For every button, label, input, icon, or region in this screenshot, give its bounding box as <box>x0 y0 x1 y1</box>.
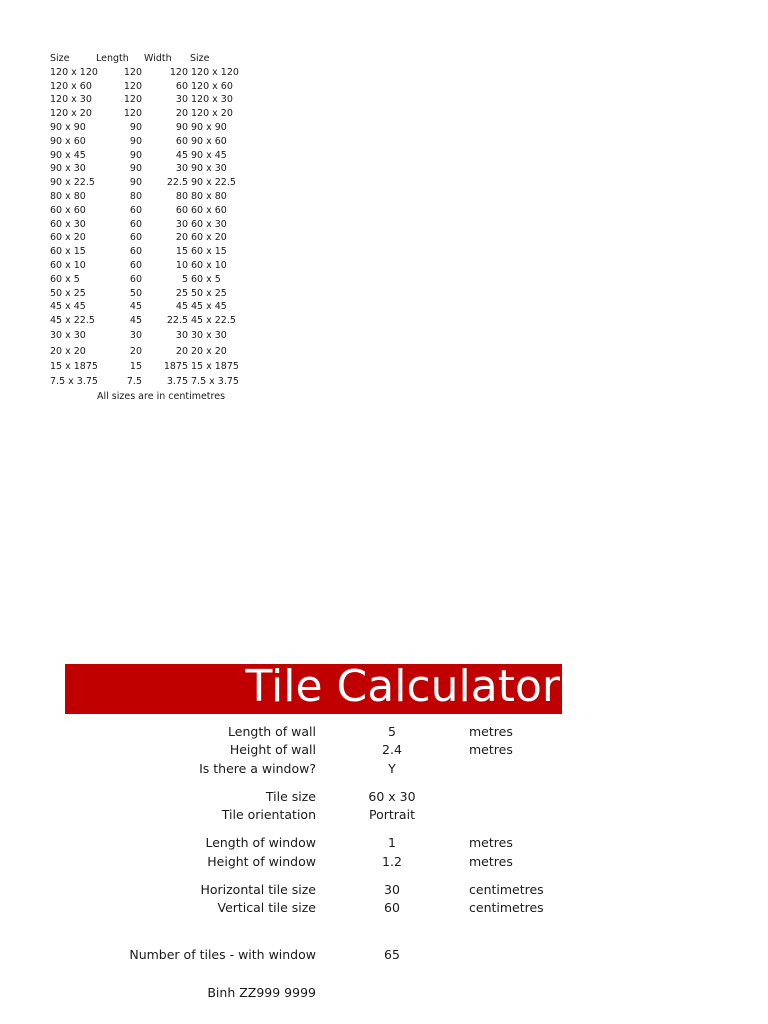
field-value[interactable]: 30 <box>384 882 400 897</box>
cell-length: 30 <box>129 329 142 341</box>
cell-width: 45 <box>175 301 188 313</box>
cell-length: 120 <box>123 108 142 120</box>
field-unit: metres <box>469 854 513 869</box>
cell-width: 22.5 <box>166 315 188 327</box>
cell-length: 90 <box>129 149 142 161</box>
cell-size: 90 x 45 <box>50 149 86 161</box>
calc-row <box>0 946 768 964</box>
cell-width: 30 <box>175 218 188 230</box>
units-note: All sizes are in centimetres <box>97 391 226 402</box>
cell-size-2: 120 x 60 <box>191 80 233 92</box>
cell-width: 60 <box>175 80 188 92</box>
cell-width: 60 <box>175 204 188 216</box>
cell-length: 120 <box>123 80 142 92</box>
field-label: Length of window <box>205 835 316 850</box>
cell-width: 30 <box>175 163 188 175</box>
cell-length: 60 <box>129 259 142 271</box>
cell-length: 60 <box>129 204 142 216</box>
field-value[interactable]: 2.4 <box>382 742 402 757</box>
field-value[interactable]: Portrait <box>369 807 415 822</box>
table-row <box>50 190 250 204</box>
table-header-row <box>50 52 250 66</box>
cell-width: 15 <box>175 246 188 258</box>
calc-row <box>0 834 768 852</box>
cell-size-2: 90 x 90 <box>191 121 227 133</box>
cell-size-2: 120 x 120 <box>191 66 239 78</box>
page-title: Tile Calculator <box>245 664 560 712</box>
cell-size-2: 90 x 45 <box>191 149 227 161</box>
calc-row <box>0 881 768 899</box>
cell-length: 60 <box>129 218 142 230</box>
calc-row <box>0 899 768 917</box>
cell-width: 90 <box>175 121 188 133</box>
table-row <box>50 107 250 121</box>
cell-length: 120 <box>123 66 142 78</box>
cell-size: 120 x 20 <box>50 108 92 120</box>
cell-size: 20 x 20 <box>50 345 86 357</box>
cell-size-2: 90 x 60 <box>191 135 227 147</box>
cell-width: 5 <box>181 273 188 285</box>
cell-size-2: 60 x 60 <box>191 204 227 216</box>
calc-row <box>0 806 768 824</box>
cell-width: 30 <box>175 94 188 106</box>
field-value[interactable]: 60 x 30 <box>368 789 416 804</box>
cell-width: 3.75 <box>166 375 188 387</box>
cell-size-2: 50 x 25 <box>191 287 227 299</box>
calc-row <box>0 760 768 778</box>
cell-length: 20 <box>129 345 142 357</box>
cell-length: 80 <box>129 190 142 202</box>
field-unit: metres <box>469 724 513 739</box>
title-banner <box>65 664 562 714</box>
field-label: Vertical tile size <box>217 900 316 915</box>
cell-size: 90 x 30 <box>50 163 86 175</box>
cell-size: 90 x 60 <box>50 135 86 147</box>
cell-size-2: 90 x 22.5 <box>191 177 236 189</box>
header-width: Width <box>144 53 172 64</box>
field-value[interactable]: 1.2 <box>382 854 402 869</box>
cell-size: 60 x 10 <box>50 259 86 271</box>
footer-row <box>0 984 768 1002</box>
cell-size: 30 x 30 <box>50 329 86 341</box>
calc-row <box>0 723 768 741</box>
cell-width: 30 <box>175 329 188 341</box>
cell-size: 7.5 x 3.75 <box>50 375 98 387</box>
cell-length: 60 <box>129 273 142 285</box>
cell-width: 60 <box>175 135 188 147</box>
table-row <box>50 259 250 273</box>
cell-length: 90 <box>129 177 142 189</box>
cell-length: 15 <box>129 361 142 373</box>
field-unit: centimetres <box>469 882 544 897</box>
field-unit: centimetres <box>469 900 544 915</box>
cell-size-2: 60 x 5 <box>191 273 221 285</box>
cell-size: 120 x 30 <box>50 94 92 106</box>
cell-size: 45 x 45 <box>50 301 86 313</box>
cell-size-2: 20 x 20 <box>191 345 227 357</box>
cell-length: 50 <box>129 287 142 299</box>
table-row <box>50 300 250 314</box>
cell-size: 90 x 90 <box>50 121 86 133</box>
cell-size: 45 x 22.5 <box>50 315 95 327</box>
table-body <box>50 66 250 389</box>
table-row <box>50 121 250 135</box>
field-value[interactable]: 5 <box>388 724 396 739</box>
cell-length: 90 <box>129 121 142 133</box>
cell-width: 20 <box>175 108 188 120</box>
cell-size: 120 x 120 <box>50 66 98 78</box>
field-label: Height of window <box>207 854 316 869</box>
table-row <box>50 245 250 259</box>
cell-width: 1875 <box>163 361 188 373</box>
field-unit: metres <box>469 742 513 757</box>
cell-width: 25 <box>175 287 188 299</box>
field-label: Number of tiles - with window <box>129 947 316 962</box>
field-label: Length of wall <box>228 724 316 739</box>
calc-row <box>0 741 768 759</box>
table-row <box>50 204 250 218</box>
cell-size-2: 15 x 1875 <box>191 361 239 373</box>
field-value[interactable]: Y <box>388 761 396 776</box>
cell-length: 90 <box>129 135 142 147</box>
header-size-2: Size <box>190 53 210 64</box>
cell-size: 50 x 25 <box>50 287 86 299</box>
cell-size: 60 x 60 <box>50 204 86 216</box>
cell-size: 60 x 15 <box>50 246 86 258</box>
cell-size-2: 45 x 22.5 <box>191 315 236 327</box>
cell-width: 45 <box>175 149 188 161</box>
table-row <box>50 375 250 389</box>
cell-size: 120 x 60 <box>50 80 92 92</box>
cell-length: 60 <box>129 232 142 244</box>
table-row <box>50 273 250 287</box>
field-label: Tile orientation <box>221 807 316 822</box>
table-row <box>50 135 250 149</box>
table-row <box>50 80 250 94</box>
cell-length: 7.5 <box>126 375 142 387</box>
cell-size-2: 60 x 20 <box>191 232 227 244</box>
table-row <box>50 231 250 245</box>
table-row <box>50 218 250 232</box>
field-value[interactable]: 65 <box>384 947 400 962</box>
field-label: Height of wall <box>229 742 316 757</box>
cell-size: 15 x 1875 <box>50 361 98 373</box>
table-row <box>50 314 250 328</box>
cell-size: 90 x 22.5 <box>50 177 95 189</box>
cell-length: 90 <box>129 163 142 175</box>
cell-length: 45 <box>129 301 142 313</box>
cell-width: 20 <box>175 345 188 357</box>
cell-size: 80 x 80 <box>50 190 86 202</box>
cell-size-2: 60 x 30 <box>191 218 227 230</box>
table-row <box>50 344 250 359</box>
cell-width: 120 <box>169 66 188 78</box>
cell-size-2: 7.5 x 3.75 <box>191 375 239 387</box>
cell-size-2: 45 x 45 <box>191 301 227 313</box>
cell-size-2: 60 x 15 <box>191 246 227 258</box>
table-row <box>50 149 250 163</box>
header-size: Size <box>50 53 70 64</box>
header-length: Length <box>96 53 129 64</box>
cell-length: 45 <box>129 315 142 327</box>
table-row <box>50 328 250 344</box>
cell-size: 60 x 30 <box>50 218 86 230</box>
field-label: Tile size <box>265 789 316 804</box>
tile-size-table <box>50 52 250 402</box>
table-row <box>50 359 250 374</box>
cell-width: 80 <box>175 190 188 202</box>
field-value[interactable]: 1 <box>388 835 396 850</box>
cell-size-2: 30 x 30 <box>191 329 227 341</box>
cell-size-2: 80 x 80 <box>191 190 227 202</box>
field-value[interactable]: 60 <box>384 900 400 915</box>
cell-size-2: 120 x 20 <box>191 108 233 120</box>
field-label: Horizontal tile size <box>200 882 316 897</box>
cell-width: 10 <box>175 259 188 271</box>
cell-size: 60 x 20 <box>50 232 86 244</box>
cell-size-2: 60 x 10 <box>191 259 227 271</box>
cell-length: 60 <box>129 246 142 258</box>
cell-width: 20 <box>175 232 188 244</box>
cell-size: 60 x 5 <box>50 273 80 285</box>
table-row <box>50 93 250 107</box>
cell-size-2: 120 x 30 <box>191 94 233 106</box>
table-row <box>50 287 250 301</box>
table-row <box>50 176 250 190</box>
table-row <box>50 66 250 80</box>
calc-row <box>0 853 768 871</box>
table-row <box>50 162 250 176</box>
cell-size-2: 90 x 30 <box>191 163 227 175</box>
field-unit: metres <box>469 835 513 850</box>
field-label: Is there a window? <box>199 761 316 776</box>
calc-row <box>0 788 768 806</box>
footer-text: Binh ZZ999 9999 <box>207 985 316 1000</box>
cell-width: 22.5 <box>166 177 188 189</box>
cell-length: 120 <box>123 94 142 106</box>
